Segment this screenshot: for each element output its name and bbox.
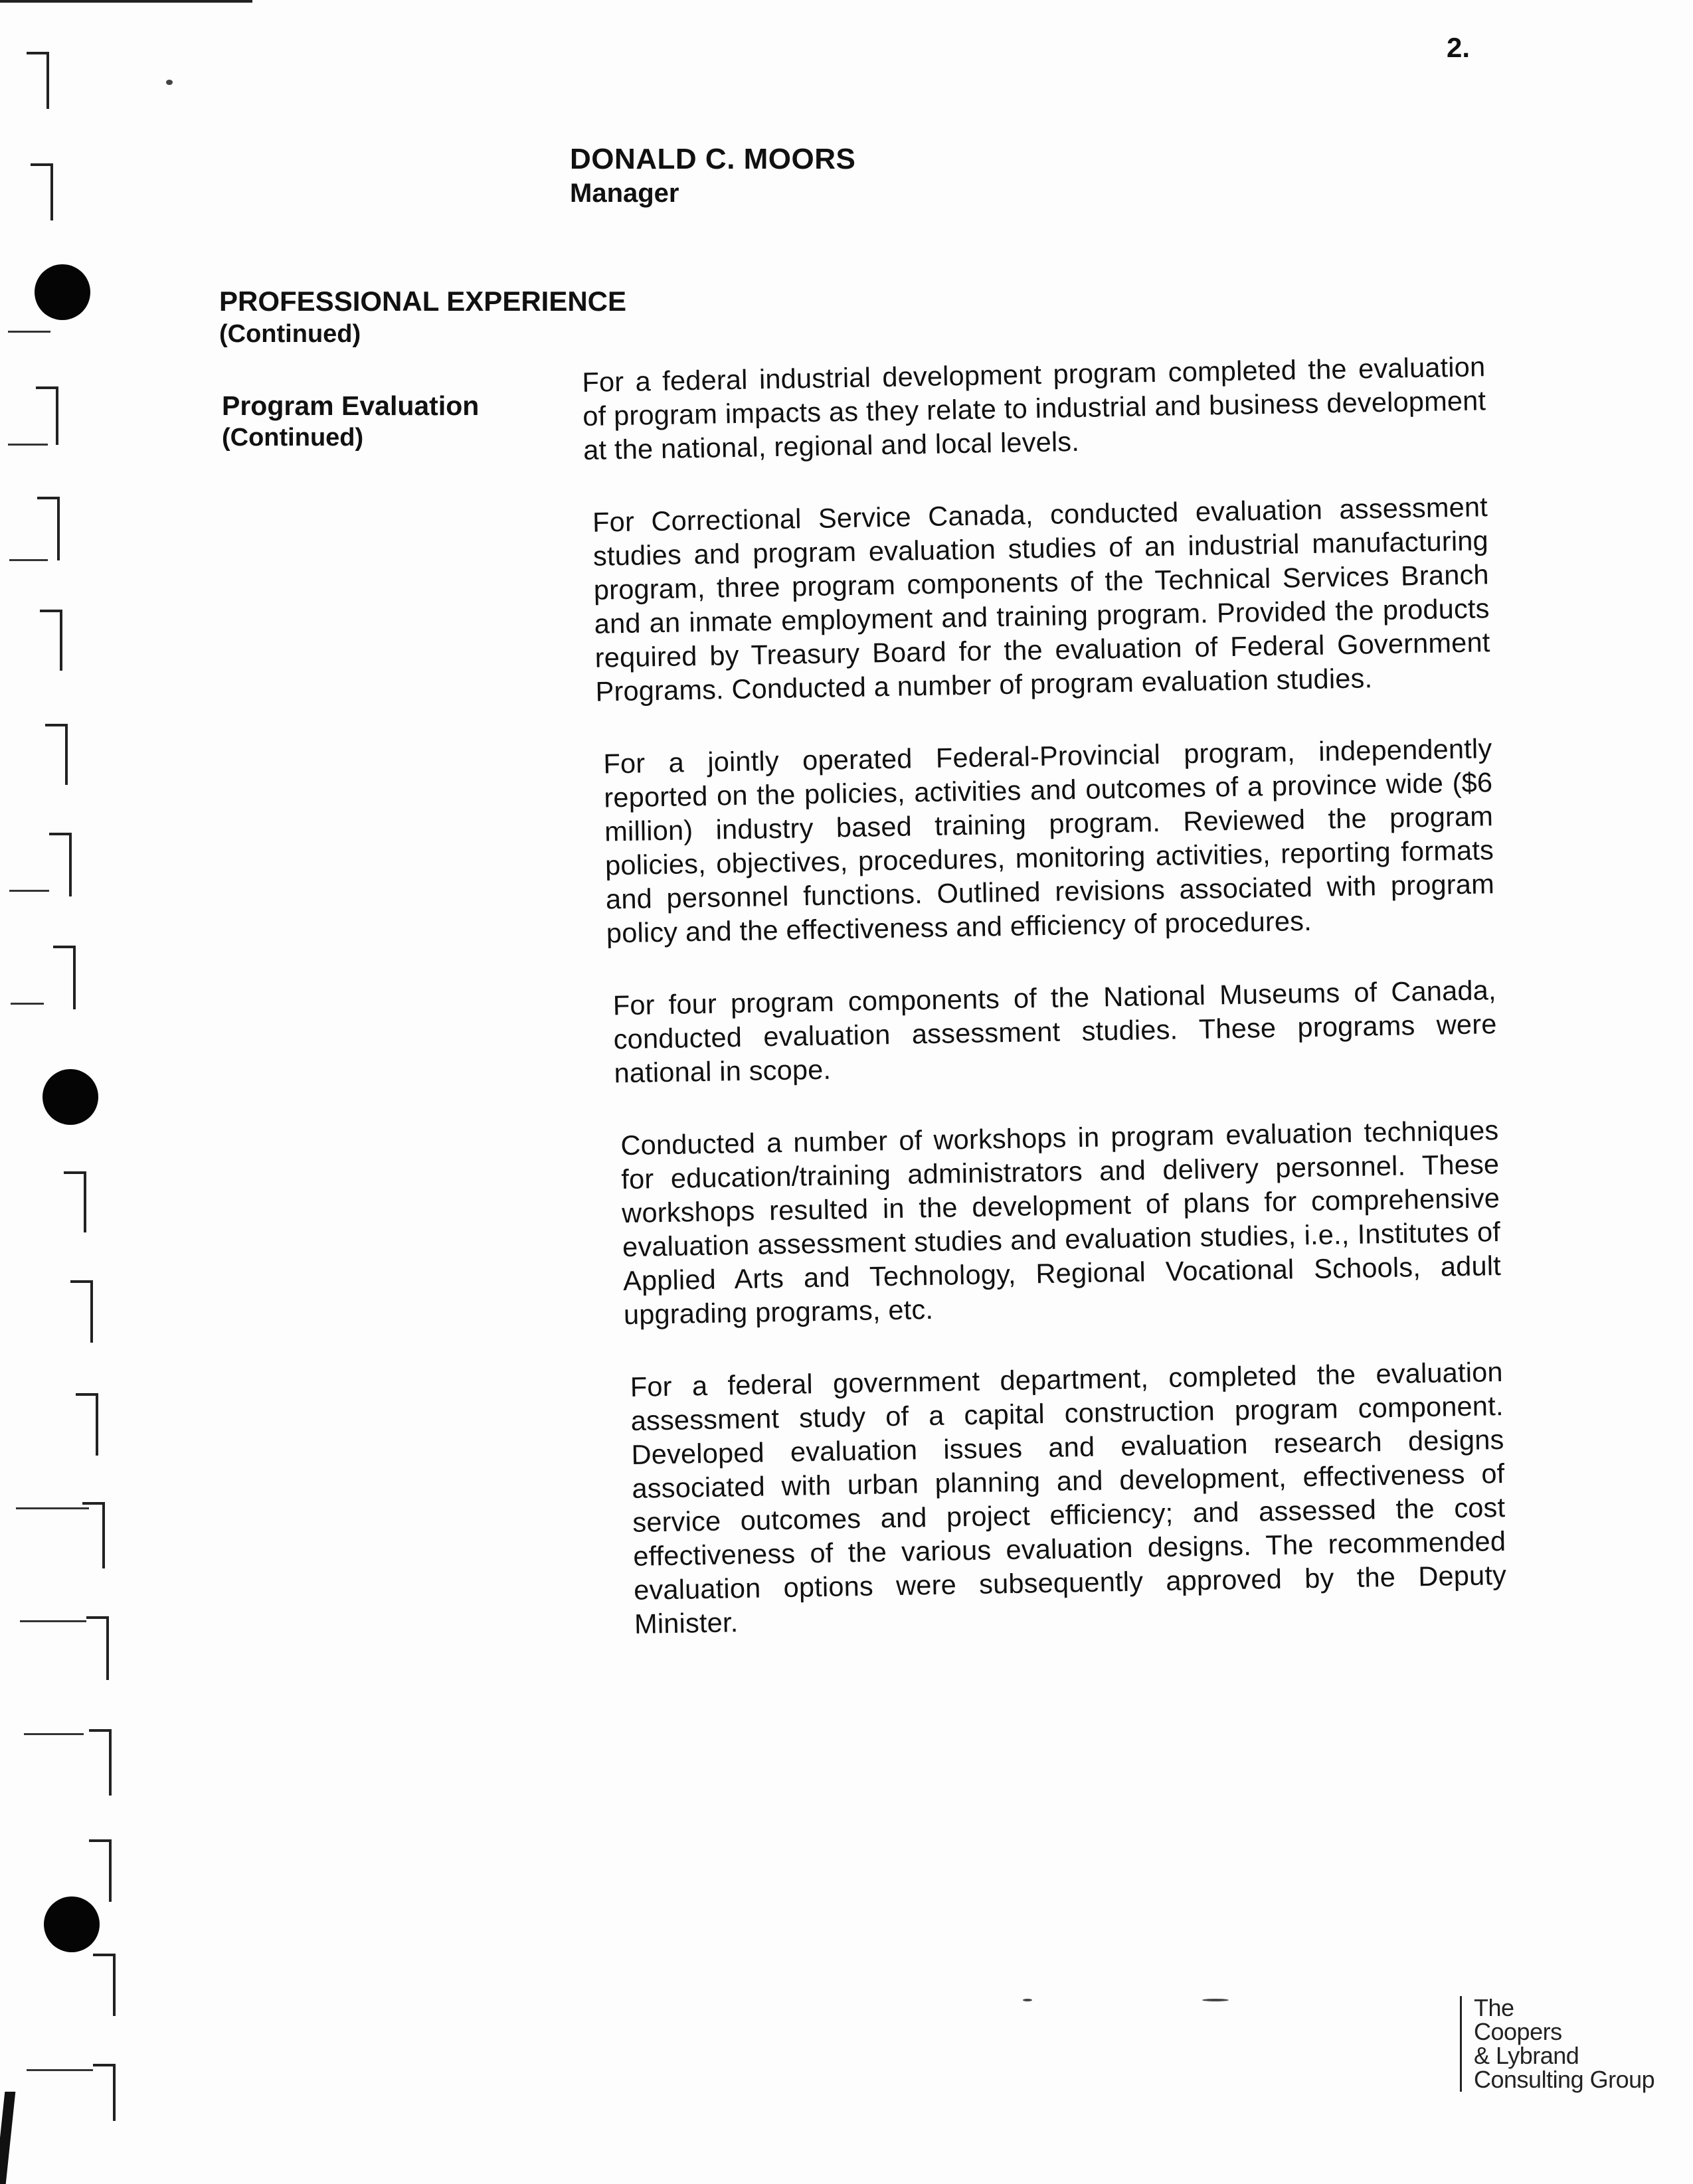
binding-mark [89, 1729, 112, 1796]
binding-mark [53, 946, 76, 1009]
binding-mark [9, 890, 49, 892]
experience-body [582, 349, 1508, 1679]
top-scan-rule [0, 0, 252, 3]
experience-paragraph: For a federal government department, completed the evaluation assessment study of a capital construction program component. Developed evaluation issues and evaluation research designs associated with urban planning and development, effectiveness of service outcomes and project efficiency; and assessed the cost effectiveness of the various evaluation designs. The recommended evaluation options were subsequently approved by the Deputy Minister. [630, 1356, 1507, 1639]
page-number: 2. [1447, 32, 1470, 63]
logo-line: & Lybrand [1474, 2042, 1579, 2069]
binding-mark [49, 833, 72, 896]
experience-paragraph: For Correctional Service Canada, conducted evaluation assessment studies and program evaluation studies of an industrial manufacturing program, three program components of the Technical Services Branch and an inmate employment and training program. Provided the products required by Treasury Board for the evaluation of Federal Government Programs. Conducted a number of program evaluation studies. [592, 491, 1490, 707]
experience-paragraph: For a federal industrial development program completed the evaluation of program impacts as they relate to industrial and business development at the national, regional and local levels. [582, 351, 1486, 465]
scan-speck [166, 80, 173, 85]
binding-mark [27, 2069, 93, 2071]
punch-hole [44, 1896, 100, 1952]
logo-line: Coopers [1474, 2018, 1562, 2045]
binding-mark [9, 559, 48, 561]
experience-paragraph: For a jointly operated Federal-Provincial program, independently reported on the policies, activities and outcomes of a province wide ($6 million) industry based training program. Reviewed the program policies, objectives, procedures, monitoring activities, reporting formats and personnel functions. Outlined revisions associated with program policy and the effectiveness and efficiency of procedures. [603, 732, 1495, 949]
binding-mark [45, 724, 68, 785]
binding-mark [76, 1393, 98, 1456]
binding-mark [64, 1171, 86, 1232]
scan-speck [1023, 1999, 1032, 2001]
company-logo [1460, 1996, 1654, 2092]
binding-mark [93, 2064, 116, 2121]
binding-mark [37, 497, 60, 560]
binding-mark [16, 1507, 89, 1509]
binding-mark [8, 444, 48, 446]
binding-mark [70, 1280, 93, 1343]
person-title: Manager [570, 179, 679, 208]
binding-mark [24, 1733, 84, 1735]
binding-mark [40, 610, 62, 671]
section-heading [219, 284, 626, 349]
section-title: PROFESSIONAL EXPERIENCE [219, 286, 627, 317]
experience-paragraph: For four program components of the National Museums of Canada, conducted evaluation assessment studies. These programs were national in scope. [612, 974, 1497, 1089]
subsection-heading [222, 389, 479, 453]
person-name: DONALD C. MOORS [570, 143, 856, 175]
scan-edge-shadow [0, 2092, 15, 2184]
person-header [570, 142, 855, 210]
logo-line: Consulting Group [1474, 2066, 1655, 2093]
binding-mark [86, 1616, 109, 1680]
binding-mark [93, 1954, 116, 2016]
experience-paragraph: Conducted a number of workshops in program evaluation techniques for education/training administrators and delivery personnel. These workshops resulted in the development of plans for comprehensive evaluation assessment studies and evaluation studies, i.e., Institutes of Applied Arts and Technology, Regional Vocational Schools, adult upgrading programs, etc. [620, 1114, 1502, 1331]
binding-mark [8, 331, 50, 333]
subsection-subtitle: (Continued) [222, 424, 364, 452]
punch-hole [35, 264, 90, 320]
binding-mark [89, 1839, 112, 1902]
logo-line: The [1474, 1994, 1514, 2021]
binding-mark [20, 1620, 86, 1622]
binding-mark [31, 163, 53, 220]
binding-mark [27, 52, 49, 109]
binding-mark [82, 1502, 105, 1568]
subsection-title: Program Evaluation [222, 390, 480, 421]
section-subtitle: (Continued) [219, 320, 361, 348]
scan-speck [1202, 1999, 1229, 2001]
binding-mark [11, 1003, 44, 1005]
binding-mark [36, 386, 58, 445]
punch-hole [43, 1069, 98, 1125]
